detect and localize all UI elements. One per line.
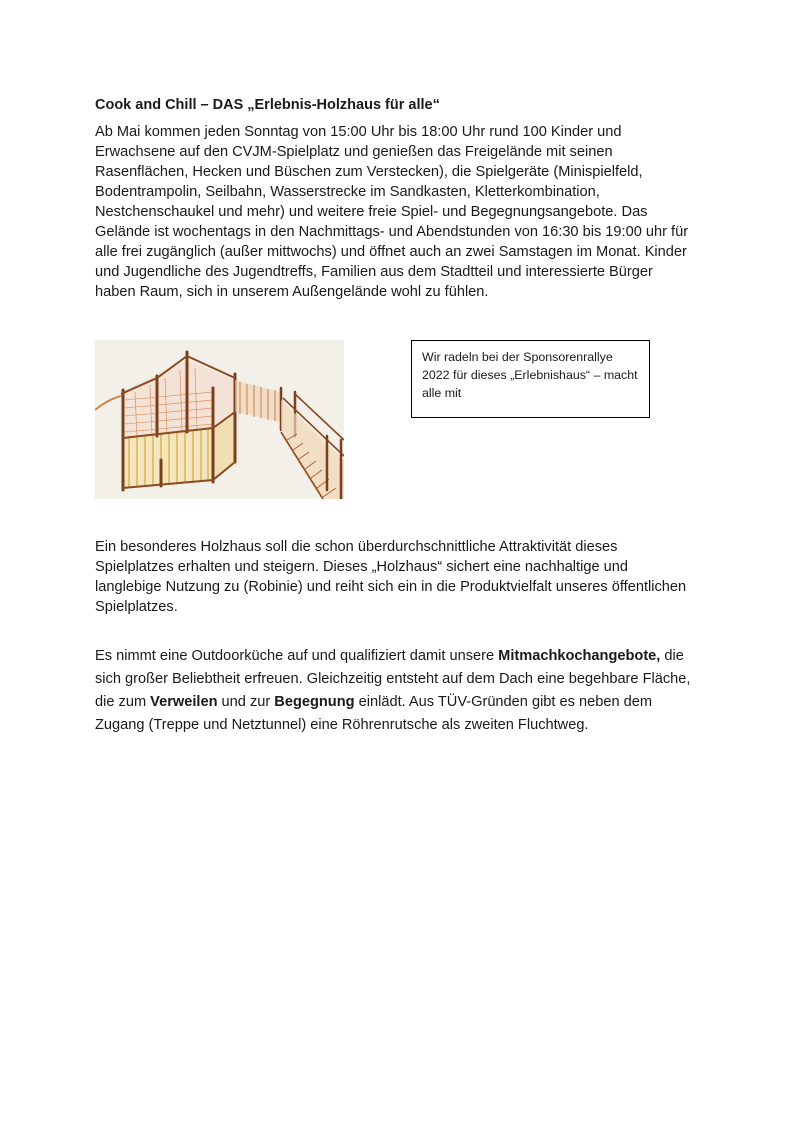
text-run: die sich großer Beliebtheit erfreuen. Gleichzeitig entsteht auf dem Dach eine begehbare Fläche, die zum [95,648,691,710]
bold-mitmachkochangebote: Mitmachkochangebote, [498,648,661,664]
intro-paragraph: Ab Mai kommen jeden Sonntag von 15:00 Uhr bis 18:00 Uhr rund 100 Kinder und Erwachsene auf den CVJM-Spielplatz und genießen das Freigelände mit seinen Rasenflächen, Hecken und Büschen zum Verstecken), die Spielgeräte (Minispielfeld, Bodentrampolin, Seilbahn, Wasserstrecke im Sandkasten, Kletterkombination, Nestchenschaukel und mehr) und weitere freie Spiel- und Begegnungsangebote. Das Gelände ist wochentags in den Nachmittags- und Abendstunden von 16:30 bis 19:00 uhr für alle frei zugänglich (außer mittwochs) und öffnet auch an zwei Samstagen im Monat. Kinder und Jugendliche des Jugendtreffs, Familien aus dem Stadtteil und interessierte Bürger haben Raum, sich in unserem Außengelände wohl zu fühlen. [95,124,689,300]
text-run: und zur [217,694,275,710]
outdoor-kitchen-paragraph [95,645,695,737]
holzhaus-paragraph: Ein besonderes Holzhaus soll die schon überdurchschnittliche Attraktivität dieses Spielplatzes erhalten und steigern. Dieses „Holzhaus“ sichert eine nachhaltige und langlebige Nutzung zu (Robinie) und reiht sich ein in die Produktvielfalt unseres öffentlichen Spielplatzes. [95,539,687,615]
wooden-house-sketch-image [95,340,344,499]
text-run: einlädt. Aus TÜV-Gründen gibt es neben dem Zugang (Treppe und Netztunnel) eine Röhrenrutsche als zweiten Fluchtweg. [95,694,653,733]
sponsor-rally-callout-box: Wir radeln bei der Sponsorenrallye 2022 für dieses „Erlebnishaus“ – macht alle mit [411,340,650,418]
document-title: Cook and Chill – DAS „Erlebnis-Holzhaus für alle“ [95,97,440,113]
bold-begegnung: Begegnung [274,694,355,710]
text-run: Es nimmt eine Outdoorküche auf und qualifiziert damit unsere [95,648,499,664]
bold-verweilen: Verweilen [150,694,218,710]
